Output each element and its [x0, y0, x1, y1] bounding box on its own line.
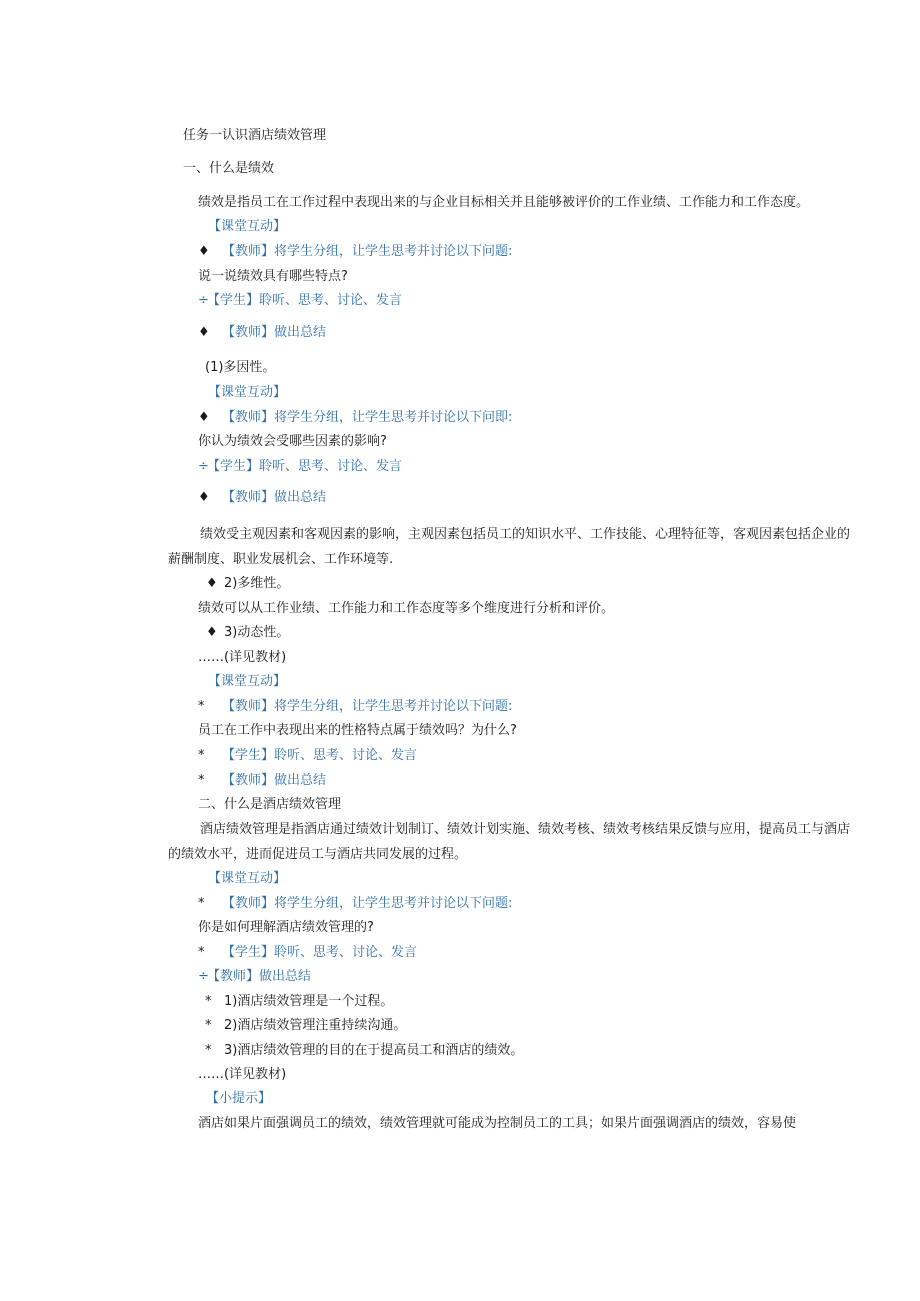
teacher-summary: 【教师】做出总结: [222, 773, 327, 788]
point-item: 2)酒店绩效管理注重持续沟通。: [224, 1018, 407, 1033]
student-task: 【学生】聆听、思考、讨论、发言: [207, 459, 403, 474]
teacher-summary: 【教师】做出总结: [222, 325, 327, 340]
classroom-interaction-label: 【课堂互动】: [208, 871, 287, 886]
bullet-diamond-icon: ♦: [198, 490, 210, 505]
section-2-heading: 二、什么是酒店绩效管理: [198, 797, 342, 812]
bullet-asterisk-icon: *: [205, 994, 212, 1009]
student-task: 【学生】聆听、思考、讨论、发言: [222, 748, 418, 763]
point-item: 3)酒店绩效管理的目的在于提高员工和酒店的绩效。: [224, 1043, 524, 1058]
bullet-diamond-icon: ♦: [198, 325, 210, 340]
hotel-pm-definition-line-2: 的绩效水平，进而促进员工与酒店共同发展的过程。: [168, 847, 468, 862]
see-textbook-note: ……(详见教材): [198, 650, 287, 665]
bullet-divide-icon: ÷: [198, 293, 209, 308]
teacher-task: 【教师】将学生分组，让学生思考并讨论以下问即:: [222, 410, 513, 425]
bullet-divide-icon: ÷: [198, 459, 209, 474]
discussion-question: 说一说绩效具有哪些特点?: [198, 269, 348, 284]
tip-label: 【小提示】: [206, 1091, 272, 1106]
bullet-asterisk-icon: *: [198, 748, 205, 763]
factors-paragraph-line-2: 薪酬制度、职业发展机会、工作环境等.: [168, 552, 394, 567]
feature-multi-dimension: 2)多维性。: [224, 576, 290, 591]
factors-paragraph-line-1: 绩效受主观因素和客观因素的影响，主观因素包括员工的知识水平、工作技能、心理特征等，客观因素包括企业的: [200, 527, 851, 542]
feature-multi-factor: (1)多因性。: [205, 360, 276, 375]
bullet-asterisk-icon: *: [198, 945, 205, 960]
bullet-diamond-icon: ♦: [206, 625, 218, 640]
multi-dimension-description: 绩效可以从工作业绩、工作能力和工作态度等多个维度进行分析和评价。: [198, 601, 615, 616]
bullet-divide-icon: ÷: [198, 969, 209, 984]
performance-definition: 绩效是指员工在工作过程中表现出来的与企业目标相关并且能够被评价的工作业绩、工作能力和工作态度。: [198, 195, 810, 210]
tip-text: 酒店如果片面强调员工的绩效，绩效管理就可能成为控制员工的工具；如果片面强调酒店的绩效，容易使: [198, 1116, 797, 1131]
bullet-diamond-icon: ♦: [198, 244, 210, 259]
point-item: 1)酒店绩效管理是一个过程。: [224, 994, 394, 1009]
bullet-diamond-icon: ♦: [198, 410, 210, 425]
student-task: 【学生】聆听、思考、讨论、发言: [222, 945, 418, 960]
page-title: 任务一认识酒店绩效管理: [183, 128, 327, 143]
teacher-summary: 【教师】做出总结: [207, 969, 312, 984]
feature-dynamic: 3)动态性。: [224, 625, 290, 640]
classroom-interaction-label: 【课堂互动】: [208, 219, 287, 234]
section-1-heading: 一、什么是绩效: [183, 161, 275, 176]
teacher-summary: 【教师】做出总结: [222, 490, 327, 505]
bullet-asterisk-icon: *: [205, 1043, 212, 1058]
student-task: 【学生】聆听、思考、讨论、发言: [207, 293, 403, 308]
teacher-task: 【教师】将学生分组，让学生思考并讨论以下问题:: [222, 896, 513, 911]
see-textbook-note: ……(详见教材): [198, 1067, 287, 1082]
discussion-question: 你是如何理解酒店绩效管理的?: [198, 920, 374, 935]
discussion-question: 员工在工作中表现出来的性格特点属于绩效吗？为什么?: [198, 723, 517, 738]
bullet-asterisk-icon: *: [205, 1018, 212, 1033]
bullet-asterisk-icon: *: [198, 773, 205, 788]
bullet-diamond-icon: ♦: [206, 576, 218, 591]
teacher-task: 【教师】将学生分组，让学生思考并讨论以下问题:: [222, 244, 513, 259]
hotel-pm-definition-line-1: 酒店绩效管理是指酒店通过绩效计划制订、绩效计划实施、绩效考核、绩效考核结果反馈与应用，提高员工与酒店: [200, 822, 851, 837]
discussion-question: 你认为绩效会受哪些因素的影响?: [198, 434, 387, 449]
bullet-asterisk-icon: *: [198, 896, 205, 911]
classroom-interaction-label: 【课堂互动】: [208, 385, 287, 400]
classroom-interaction-label: 【课堂互动】: [208, 674, 287, 689]
teacher-task: 【教师】将学生分组，让学生思考并讨论以下问题:: [222, 699, 513, 714]
bullet-asterisk-icon: *: [198, 699, 205, 714]
